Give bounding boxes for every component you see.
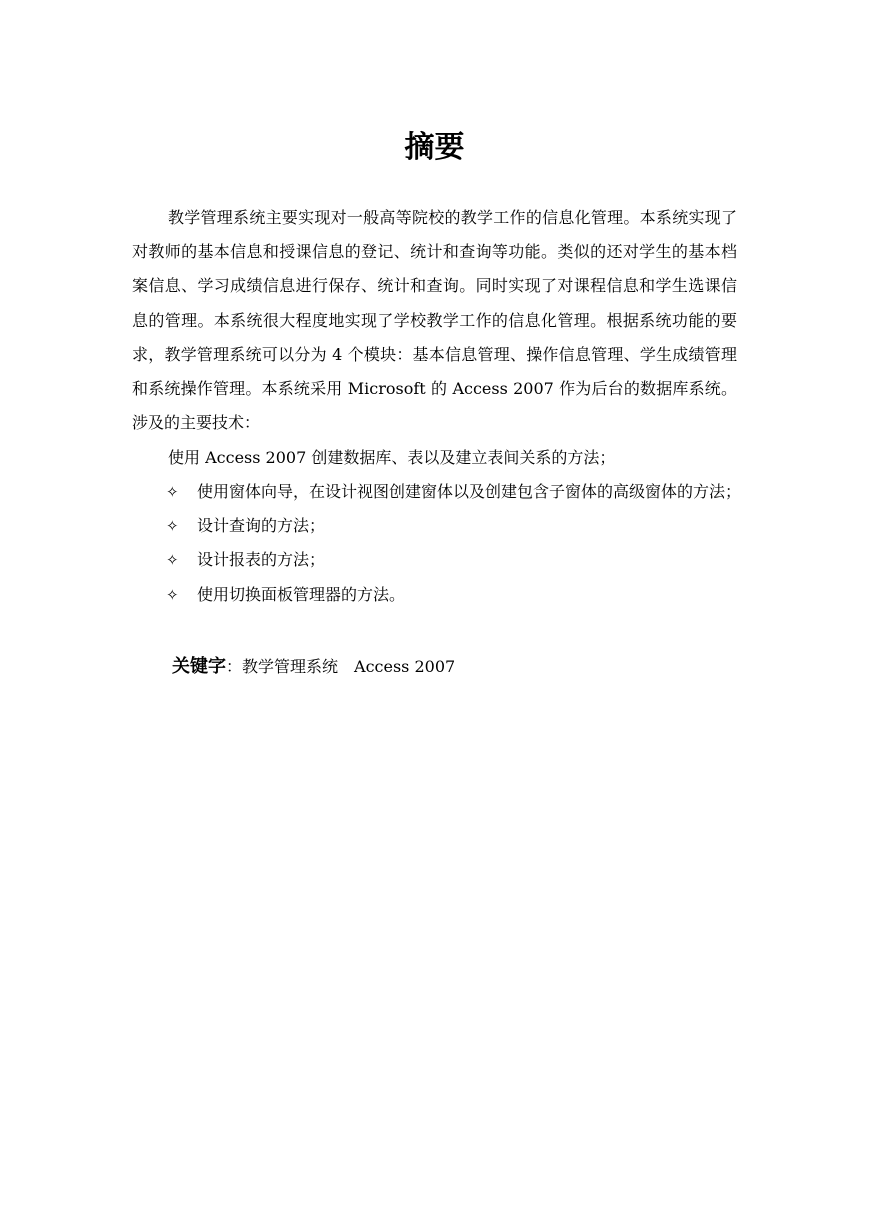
list-item	[166, 509, 741, 543]
diamond-star-bullet-icon: ✧	[166, 551, 179, 570]
technique-list	[166, 475, 741, 612]
list-item-text: 设计报表的方法；	[197, 550, 326, 570]
abstract-paragraph: 教学管理系统主要实现对一般高等院校的教学工作的信息化管理。本系统实现了对教师的基本信息和授课信息的登记、统计和查询等功能。类似的还对学生的基本档案信息、学习成绩信息进行保存、统计和查询。同时实现了对课程信息和学生选课信息的管理。本系统很大程度地实现了学校教学工作的信息化管理。根据系统功能的要求，教学管理系统可以分为 4 个模块：基本信息管理、操作信息管理、学生成绩管理和系统操作管理。本系统采用 Microsoft 的 Access 2007 作为后台的数据库系统。涉及的主要技术：	[132, 208, 737, 433]
list-item	[166, 578, 741, 612]
list-item-text: 设计查询的方法；	[197, 516, 326, 536]
list-item	[166, 475, 741, 509]
list-item-text: 使用切换面板管理器的方法。	[197, 584, 406, 604]
diamond-star-bullet-icon: ✧	[166, 517, 179, 536]
keywords-line	[172, 650, 455, 684]
list-item-text: 使用窗体向导，在设计视图创建窗体以及创建包含子窗体的高级窗体的方法；	[197, 482, 742, 501]
list-item	[166, 543, 741, 577]
technique-intro-line: 使用 Access 2007 创建数据库、表以及建立表间关系的方法；	[168, 448, 616, 467]
diamond-star-bullet-icon: ✧	[166, 483, 179, 501]
keywords-label: 关键字	[172, 656, 226, 677]
keywords-value: 教学管理系统 Access 2007	[242, 657, 456, 676]
page-title: 摘要	[404, 130, 465, 165]
keywords-colon: ：	[226, 657, 243, 676]
diamond-star-bullet-icon: ✧	[166, 585, 179, 604]
